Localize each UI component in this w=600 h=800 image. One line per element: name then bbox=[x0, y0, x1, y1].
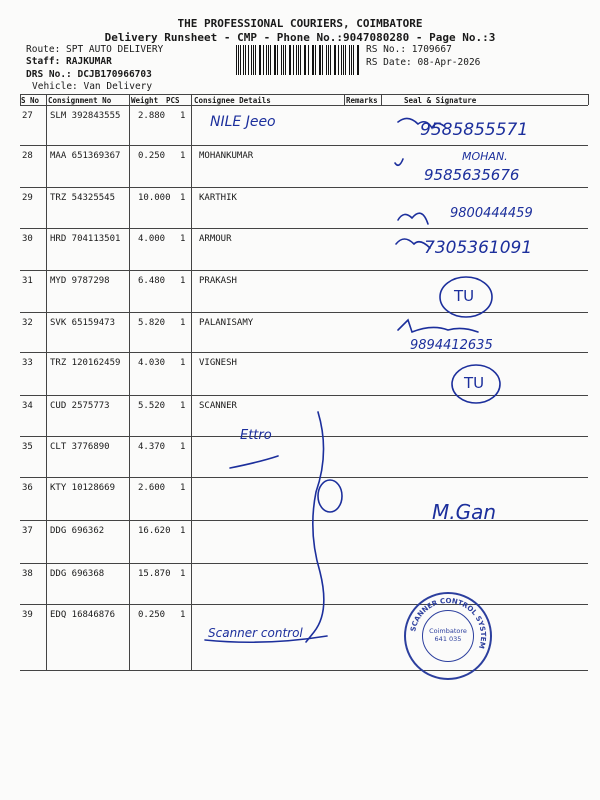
col-header-consignee: Consignee Details bbox=[194, 96, 271, 105]
row-pcs: 1 bbox=[180, 610, 186, 620]
row-sno: 38 bbox=[22, 569, 33, 579]
handwriting-scanner-control: Scanner control bbox=[208, 626, 303, 640]
row-sno: 32 bbox=[22, 318, 33, 328]
company-title: THE PROFESSIONAL COURIERS, COIMBATORE bbox=[177, 17, 423, 30]
stamp-city: Coimbatore bbox=[429, 627, 467, 635]
handwriting-r30-phone: 7305361091 bbox=[424, 238, 533, 258]
row-pcs: 1 bbox=[180, 442, 186, 452]
row-weight: 16.620 bbox=[138, 526, 171, 536]
row-sno: 31 bbox=[22, 276, 33, 286]
row-sno: 28 bbox=[22, 151, 33, 161]
handwriting-r29-phone: 9800444459 bbox=[450, 206, 533, 221]
staff-text: Staff: RAJKUMAR bbox=[26, 56, 112, 67]
route-text: Route: SPT AUTO DELIVERY bbox=[26, 44, 164, 55]
row-sno: 36 bbox=[22, 483, 33, 493]
col-header-weight: Weight bbox=[131, 96, 159, 105]
row-sno: 29 bbox=[22, 193, 33, 203]
row-consignee: SCANNER bbox=[199, 401, 237, 411]
row-pcs: 1 bbox=[180, 483, 186, 493]
row-consignment-no: KTY 10128669 bbox=[50, 483, 116, 493]
row-consignment-no: DDG 696362 bbox=[50, 526, 105, 536]
rs-number: RS No.: 1709667 bbox=[366, 44, 452, 55]
stamp-pin: 641 035 bbox=[434, 635, 462, 643]
rs-date: RS Date: 08-Apr-2026 bbox=[366, 57, 481, 68]
row-sno: 27 bbox=[22, 111, 33, 121]
row-consignee: VIGNESH bbox=[199, 358, 237, 368]
stamp-inner bbox=[422, 610, 474, 662]
handwriting-r36-signature: M.Gan bbox=[432, 500, 497, 524]
row-consignment-no: CUD 2575773 bbox=[50, 401, 110, 411]
row-consignment-no: DDG 696368 bbox=[50, 569, 105, 579]
row-weight: 4.000 bbox=[138, 234, 166, 244]
row-consignment-no: CLT 3776890 bbox=[50, 442, 110, 452]
row-consignee: KARTHIK bbox=[199, 193, 237, 203]
col-header-sno: S No bbox=[21, 96, 40, 105]
row-weight: 10.000 bbox=[138, 193, 171, 203]
row-weight: 6.480 bbox=[138, 276, 166, 286]
handwriting-r27-phone: 9585855571 bbox=[420, 120, 529, 140]
row-weight: 2.880 bbox=[138, 111, 166, 121]
row-pcs: 1 bbox=[180, 193, 186, 203]
handwriting-r28-phone: 9585635676 bbox=[424, 166, 520, 184]
row-pcs: 1 bbox=[180, 526, 186, 536]
row-weight: 15.870 bbox=[138, 569, 171, 579]
row-weight: 5.520 bbox=[138, 401, 166, 411]
vehicle-text: Vehicle: Van Delivery bbox=[32, 81, 153, 92]
stamp-ring-text: SCANNER CONTROL SYSTEM bbox=[409, 596, 488, 650]
handwriting-tu-mark-2: TU bbox=[464, 374, 485, 392]
row-pcs: 1 bbox=[180, 151, 186, 161]
row-sno: 39 bbox=[22, 610, 33, 620]
row-consignment-no: MAA 651369367 bbox=[50, 151, 121, 161]
row-weight: 4.030 bbox=[138, 358, 166, 368]
col-header-consignment: Consignment No bbox=[48, 96, 112, 105]
row-consignment-no: SLM 392843555 bbox=[50, 111, 121, 121]
row-consignment-no: MYD 9787298 bbox=[50, 276, 110, 286]
row-weight: 2.600 bbox=[138, 483, 166, 493]
row-sno: 34 bbox=[22, 401, 33, 411]
handwriting-r32-phone: 9894412635 bbox=[410, 338, 493, 353]
row-sno: 35 bbox=[22, 442, 33, 452]
row-consignee: MOHANKUMAR bbox=[199, 151, 254, 161]
row-weight: 4.370 bbox=[138, 442, 166, 452]
handwriting-tu-mark: TU bbox=[454, 287, 475, 305]
row-weight: 0.250 bbox=[138, 151, 166, 161]
row-weight: 5.820 bbox=[138, 318, 166, 328]
row-consignment-no: SVK 65159473 bbox=[50, 318, 116, 328]
handwriting-r28-signature: MOHAN. bbox=[462, 150, 508, 163]
col-header-remarks: Remarks bbox=[346, 96, 378, 105]
row-consignee: ARMOUR bbox=[199, 234, 232, 244]
handwriting-ettro: Ettro bbox=[240, 428, 272, 443]
row-consignment-no: EDQ 16846876 bbox=[50, 610, 116, 620]
row-pcs: 1 bbox=[180, 276, 186, 286]
row-consignment-no: HRD 704113501 bbox=[50, 234, 121, 244]
row-pcs: 1 bbox=[180, 318, 186, 328]
row-consignee: PALANISAMY bbox=[199, 318, 254, 328]
col-header-pcs: PCS bbox=[166, 96, 180, 105]
row-pcs: 1 bbox=[180, 358, 186, 368]
row-consignment-no: TRZ 54325545 bbox=[50, 193, 116, 203]
drs-number: DRS No.: DCJB170966703 bbox=[26, 69, 152, 80]
row-sno: 30 bbox=[22, 234, 33, 244]
row-consignee: PRAKASH bbox=[199, 276, 237, 286]
runsheet-subtitle: Delivery Runsheet - CMP - Phone No.:9047080280 - Page No.:3 bbox=[104, 31, 496, 44]
col-header-seal: Seal & Signature bbox=[404, 96, 477, 105]
row-sno: 33 bbox=[22, 358, 33, 368]
row-consignment-no: TRZ 120162459 bbox=[50, 358, 121, 368]
row-pcs: 1 bbox=[180, 569, 186, 579]
row-sno: 37 bbox=[22, 526, 33, 536]
row-weight: 0.250 bbox=[138, 610, 166, 620]
company-seal-stamp bbox=[404, 592, 492, 680]
row-pcs: 1 bbox=[180, 234, 186, 244]
row-pcs: 1 bbox=[180, 401, 186, 411]
handwriting-r27-name: NILE Jeeo bbox=[210, 114, 276, 130]
row-pcs: 1 bbox=[180, 111, 186, 121]
